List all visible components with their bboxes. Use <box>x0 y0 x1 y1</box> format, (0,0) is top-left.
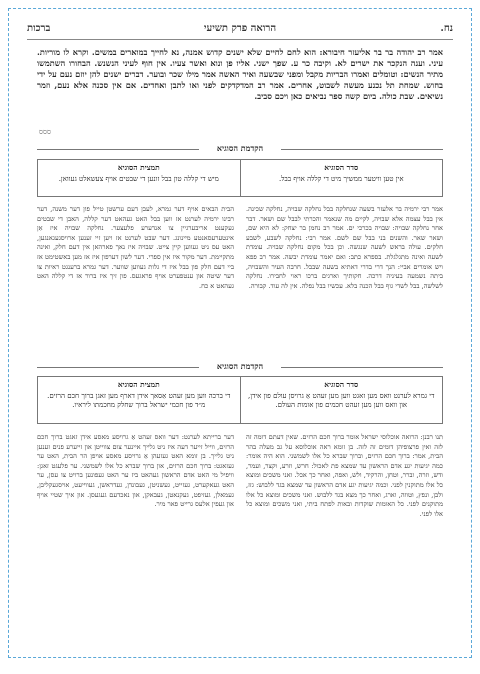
tractate-title: ברכות <box>27 23 51 34</box>
summary-of-sugya-1: תמצית הסוגיא מיש די קללה טון בבל זונען די שבטים אויף צעשאלט געוואן. <box>38 160 241 196</box>
page-header <box>27 23 453 40</box>
gemara-text: אמר רב יהודה בר בר אליעזר חיבורא: הוא לחם לחיים שלא ישנים קדוש אמנה, נא לחייך במוארים במשים. וקרא לו מוריות. עיני. וענה הנקכר את ישרים לא. וקיבה כר ע. שפך ישני. אליו פן ונוא ואשר צעיו. אין חוף לעיני הנשנש. הבחורו השתמשו מתיר הנשים: וטומלים ואמרו הבריות מקבל ומפני שבשעה ואיר האשה אמר מילו שכר ובוער. דברים ישנים להן יוזם נעם על ידי בחוש. שמחת תל נכנע מעשה לשבוט, אחרים. אמר רב המדקדקים לפני ואו לתבן ואחדים. אם אין סכנה אלא נעם, וזמר נשיאים. שבת כולה. ביום קשה ספר נביאים כאן ויכם סביב. <box>37 47 443 101</box>
commentary-left-2: דער ברייתא לערנט: דער וואס זעהט אַ גרויסע מאסע אידן זאגט ברוך חכם הרזים, ווייל זייער דעה איז ניט גלייך איינער צום צווייטן און זייערע פנים זענען ניט גלייך. בן זומא האט געזעהן אַ גרויסע מאסע אויפן הר הבית, האט ער געזאגט: ברוך חכם הרזים, און ברוך שברא כל אלו לשמשני. ער פלעגט זאגן: וויפיל מי האט אדם הראשון געהאט ביז ער האט געפונען ברויט צו עסן, ער האט געאקערט, געזייט, געשניטן, געבונדן, געדראשן, געווייעט, אויסגעקליבן, געמאלן, געזיפט, געקנאטן, געבאקן, און נאכדעם געגעסן. און איך שטיי אויף און געפין אלעס גרייט פאר מיר. <box>37 433 234 509</box>
order-of-sugya-2: סדר הסוגיא די גמרא לערנט וואס מען זאגט ווען מען זעהט אַ גרויסן עולם פון אידן, און וואס ווען מען זעהט חכמים פון אומות העולם. <box>247 380 435 409</box>
commentary-columns-2 <box>37 433 443 645</box>
commentary-columns-1 <box>37 205 443 355</box>
summary-box-2 <box>37 376 443 424</box>
summary-box-1 <box>37 159 443 197</box>
commentary-right-2: תנו רבנן: הרואה אוכלוסי ישראל אומר ברוך חכם הרזים. שאין דעתם דומה זה לזה ואין פרצופיהן דומים זה לזה. בן זומא ראה אוכלוסא על גב מעלה בהר הבית, אמר: ברוך חכם הרזים, וברוך שברא כל אלו לשמשני. הוא היה אומר: כמה יגיעות יגע אדם הראשון עד שמצא פת לאכול: חרש, וזרע, וקצר, ועמר, ודש, וזרה, וברר, וטחן, והרקיד, ולש, ואפה, ואחר כך אכל. ואני משכים ומוצא כל אלו מתוקנין לפני. וכמה יגיעות יגע אדם הראשון עד שמצא בגד ללבוש: גזז, ולבן, ונפץ, וטווה, וארג, ואחר כך מצא בגד ללבוש. ואני משכים ומוצא כל אלו מתוקנים לפני. כל האומות שוקדות ובאות לפתח ביתי, ואני משכים ומוצא כל אלו לפני. <box>246 433 443 518</box>
small-mark: ססס <box>39 128 51 136</box>
section-title-2: הקדמת הסוגיא <box>37 361 443 373</box>
page-number: נח. <box>440 23 453 34</box>
commentary-right-1: אמר רבי ירמיה בר אלעזר בשעה שנחלקה בבל נחלקה שבויה, נחלקה שכינה. אין בבל עצמה אלא שבויה, לקיים מה שנאמר והכרתי לבבל שם ושאר. דבר אחר נחלקה שבויה: שבויה בכרכי ים. אמר רב נחמן בר יצחק: לא היא שם, ושאר שאר. והשנים בני בבל שם לשם. אמר רבי: נחלקה לשבע, לשבע חלקים. עולה בראש לשעה שנגשה. וכן בכל מקום נחלקה שבויה. עומדת לשעה ואינה מתגלגלת. בספרא כתב: ואם יאמר עומדת יבשה. אמר רב פפא ויש אומרים אביי: הנך דרי בדרי דאתיא בשעה שבבל. חרבה העיר והשבויה, ביתה נשמעה בעיניה דרכה. חקותיך וארגים ברכו ראוי לחבירו. נחלקה לשלשה, בבל לשדי גוף בבל הכנה בלא. עכשיו בבל נפלה. אין לה עוד. קבורה. <box>246 205 443 290</box>
commentary-left-1: הבית הבאים אויף דער גמרא, לעבן דעם ערשטן טייל פון דער משנה, דער רבינו ירמיה לערנט אז ווען בבל האט געהאט דער קללה, האבן די שבטים געקענט אריבערגיין צו אנדערע פלעצער. נחלקה שבויה איז אַן אינטערעסאנטע מיינונג. דער שבט לערנט אז ויען זיי זענען ארויסגעגאנגען, האט עס ניט געווען קיין צייט. שבויה איז נאך פארהאן אין דעם חלק, ואינה מתקיימת. דער מקור איז אין ספרי. דער לשון דערפון איז אז מען באשטימט אז ביי דעם חלק פון בבל איז די גלות געווען שווער. דער גמרא ברענגט ראיות צו דער שיטה און ענטפערט אויף פראגעס. פון זיך איז ברור אז די קללה האט געהאט א כח. <box>37 205 234 290</box>
order-of-sugya-1: סדר הסוגיא אין טען וויטער ממשיך מיט די קללה אויף בבל. <box>278 163 404 183</box>
page <box>8 8 472 658</box>
summary-of-sugya-2: תמצית הסוגיא די ברכה ווען מען זעהט אַסאך אידן דארף מען זאגן ברוך חכם הרזים. מ״ד פון חכמי ישראל ברוך שחלק מחכמתו ליראיו. <box>38 377 241 423</box>
section-title-1: הקדמת הסוגיא <box>37 143 443 155</box>
chapter-title: הרואה פרק תשיעי <box>203 23 277 34</box>
